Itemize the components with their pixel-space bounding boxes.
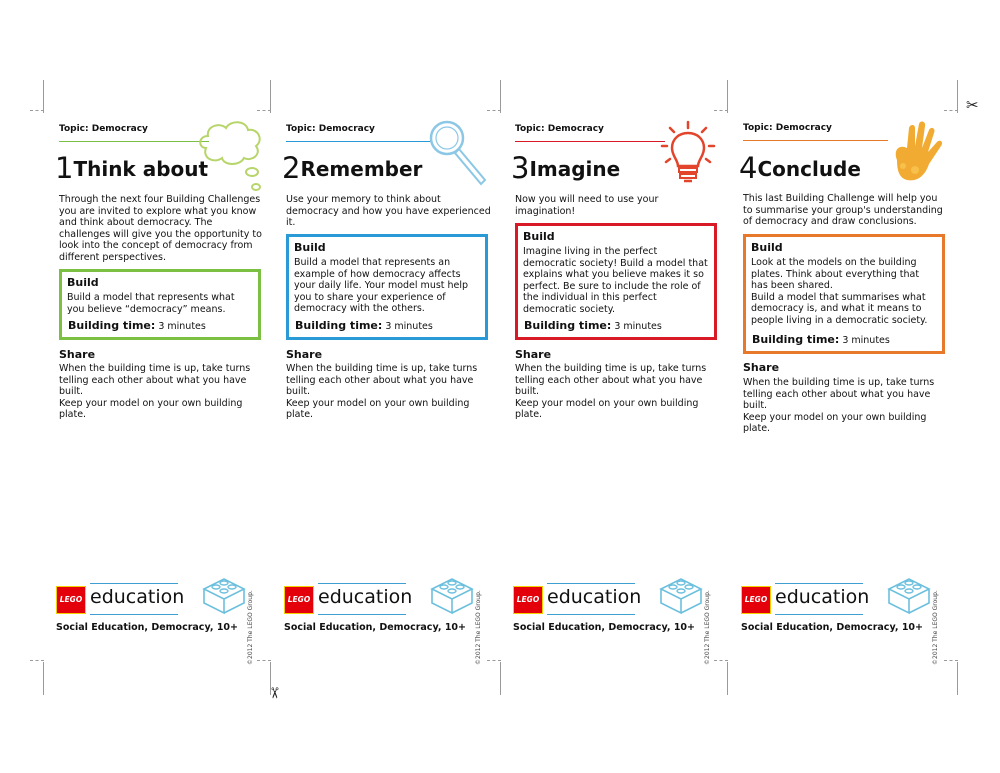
building-time-label: Building time: <box>524 319 612 332</box>
lego-brick-icon <box>887 573 931 615</box>
share-text-2: Keep your model on your own building plate. <box>743 411 927 435</box>
building-time-value: 3 minutes <box>385 321 433 332</box>
building-time <box>68 319 206 332</box>
divider <box>515 141 665 142</box>
footer-title: Social Education, Democracy, 10+ <box>284 622 466 633</box>
building-time <box>295 319 433 332</box>
crop-mark <box>30 660 44 662</box>
card-intro: Now you will need to use your imagination! <box>515 194 659 217</box>
share-text <box>59 363 264 421</box>
building-time-label: Building time: <box>68 319 156 332</box>
build-text-2: Build a model that summarises what democracy is, and what it means to people living in a democratic society. <box>751 291 928 326</box>
card-title <box>282 151 423 185</box>
share-text-2: Keep your model on your own building plate. <box>286 397 470 421</box>
building-time-label: Building time: <box>295 319 383 332</box>
share-heading: Share <box>515 348 552 361</box>
building-time-label: Building time: <box>752 333 840 346</box>
challenge-card-1 <box>55 118 264 665</box>
card-footer <box>513 583 723 665</box>
building-time-value: 3 minutes <box>842 335 890 346</box>
crop-mark <box>487 660 501 662</box>
card-footer <box>284 583 494 665</box>
card-title <box>739 151 861 185</box>
lego-logo: LEGO <box>513 586 543 614</box>
copyright: ©2012 The LEGO Group. <box>932 590 939 665</box>
crop-mark <box>944 110 958 112</box>
building-time-value: 3 minutes <box>158 321 206 332</box>
build-box <box>515 223 717 340</box>
card-intro: Through the next four Building Challenges you are invited to explore what you know and think about democracy. The challenges will give you the opportunity to look into the concept of democracy from different perspectives. <box>59 194 262 263</box>
card-number: 1 <box>55 151 74 185</box>
card-topic: Topic: Democracy <box>286 124 375 134</box>
divider <box>775 583 863 584</box>
crop-mark <box>727 662 728 695</box>
divider <box>775 614 863 615</box>
divider <box>318 614 406 615</box>
education-wordmark: education <box>775 586 870 608</box>
card-topic: Topic: Democracy <box>743 123 832 133</box>
card-title-text: Think about <box>73 157 209 181</box>
crop-mark <box>43 662 44 695</box>
crop-mark <box>270 80 271 113</box>
crop-mark <box>257 660 271 662</box>
build-heading: Build <box>294 241 326 254</box>
build-text: Imagine living in the perfect democratic society! Build a model that explains what you believe makes it so perfect. Be sure to include the role of the individual in this perfect democratic society. <box>523 246 708 315</box>
crop-mark <box>30 110 44 112</box>
share-heading: Share <box>59 348 96 361</box>
crop-mark <box>43 80 44 113</box>
build-text: Build a model that represents what you believe “democracy” means. <box>67 292 235 315</box>
lego-logo: LEGO <box>284 586 314 614</box>
build-text: Look at the models on the building plates. Think about everything that has been shared. <box>751 257 920 292</box>
share-text <box>286 363 491 421</box>
divider <box>318 583 406 584</box>
build-text: Build a model that represents an example of how democracy affects your daily life. Your model must help you to share your experience of democracy with the others. <box>294 257 469 315</box>
build-heading: Build <box>67 276 99 289</box>
card-title <box>55 151 209 185</box>
share-text-1: When the building time is up, take turns telling each other about what you have built. <box>515 363 707 398</box>
card-topic: Topic: Democracy <box>59 124 148 134</box>
magnifying-glass-icon <box>423 118 493 188</box>
lego-brick-icon <box>202 573 246 615</box>
copyright: ©2012 The LEGO Group. <box>247 590 254 665</box>
share-text-1: When the building time is up, take turns telling each other about what you have built. <box>743 377 935 412</box>
card-footer <box>56 583 266 665</box>
challenge-card-4 <box>739 118 948 665</box>
crop-mark <box>257 110 271 112</box>
education-wordmark: education <box>547 586 642 608</box>
hand-print-icon <box>883 120 949 190</box>
challenge-card-2 <box>282 118 491 665</box>
lego-brick-icon <box>430 573 474 615</box>
divider <box>90 614 178 615</box>
divider <box>743 140 888 141</box>
share-text-2: Keep your model on your own building plate. <box>59 397 243 421</box>
divider <box>90 583 178 584</box>
share-text-1: When the building time is up, take turns telling each other about what you have built. <box>59 363 251 398</box>
card-number: 3 <box>511 151 530 185</box>
copyright: ©2012 The LEGO Group. <box>475 590 482 665</box>
crop-mark <box>957 80 958 113</box>
card-number: 4 <box>739 151 758 185</box>
card-intro: This last Building Challenge will help you to summarise your group's understanding of democracy and draw conclusions. <box>743 193 943 228</box>
share-heading: Share <box>743 361 780 374</box>
education-wordmark: education <box>318 586 413 608</box>
card-title-text: Remember <box>300 157 423 181</box>
crop-mark <box>500 662 501 695</box>
crop-mark <box>727 80 728 113</box>
footer-title: Social Education, Democracy, 10+ <box>56 622 238 633</box>
building-time <box>524 319 662 332</box>
copyright: ©2012 The LEGO Group. <box>704 590 711 665</box>
divider <box>547 583 635 584</box>
challenge-card-3 <box>511 118 720 665</box>
education-wordmark: education <box>90 586 185 608</box>
card-footer <box>741 583 951 665</box>
share-heading: Share <box>286 348 323 361</box>
scissors-icon: ✂ <box>966 96 979 114</box>
divider <box>59 141 209 142</box>
card-title <box>511 151 621 185</box>
share-text <box>743 377 948 435</box>
building-time <box>752 333 890 346</box>
crop-mark <box>714 110 728 112</box>
divider <box>286 141 431 142</box>
card-title-text: Imagine <box>529 157 621 181</box>
build-box <box>59 269 261 340</box>
card-topic: Topic: Democracy <box>515 124 604 134</box>
lego-logo: LEGO <box>56 586 86 614</box>
lego-logo: LEGO <box>741 586 771 614</box>
build-box <box>743 234 945 354</box>
crop-mark <box>714 660 728 662</box>
crop-mark <box>957 662 958 695</box>
crop-mark <box>487 110 501 112</box>
crop-mark <box>944 660 958 662</box>
build-box <box>286 234 488 340</box>
scissors-icon: ✂ <box>265 686 284 700</box>
divider <box>547 614 635 615</box>
card-intro: Use your memory to think about democracy and how you have experienced it. <box>286 194 491 229</box>
footer-title: Social Education, Democracy, 10+ <box>741 622 923 633</box>
build-heading: Build <box>751 241 783 254</box>
build-heading: Build <box>523 230 555 243</box>
lego-brick-icon <box>659 573 703 615</box>
card-title-text: Conclude <box>757 157 861 181</box>
share-text-1: When the building time is up, take turns telling each other about what you have built. <box>286 363 478 398</box>
footer-title: Social Education, Democracy, 10+ <box>513 622 695 633</box>
share-text-2: Keep your model on your own building plate. <box>515 397 699 421</box>
crop-mark <box>500 80 501 113</box>
share-text <box>515 363 720 421</box>
light-bulb-icon <box>660 120 716 186</box>
building-time-value: 3 minutes <box>614 321 662 332</box>
card-number: 2 <box>282 151 301 185</box>
